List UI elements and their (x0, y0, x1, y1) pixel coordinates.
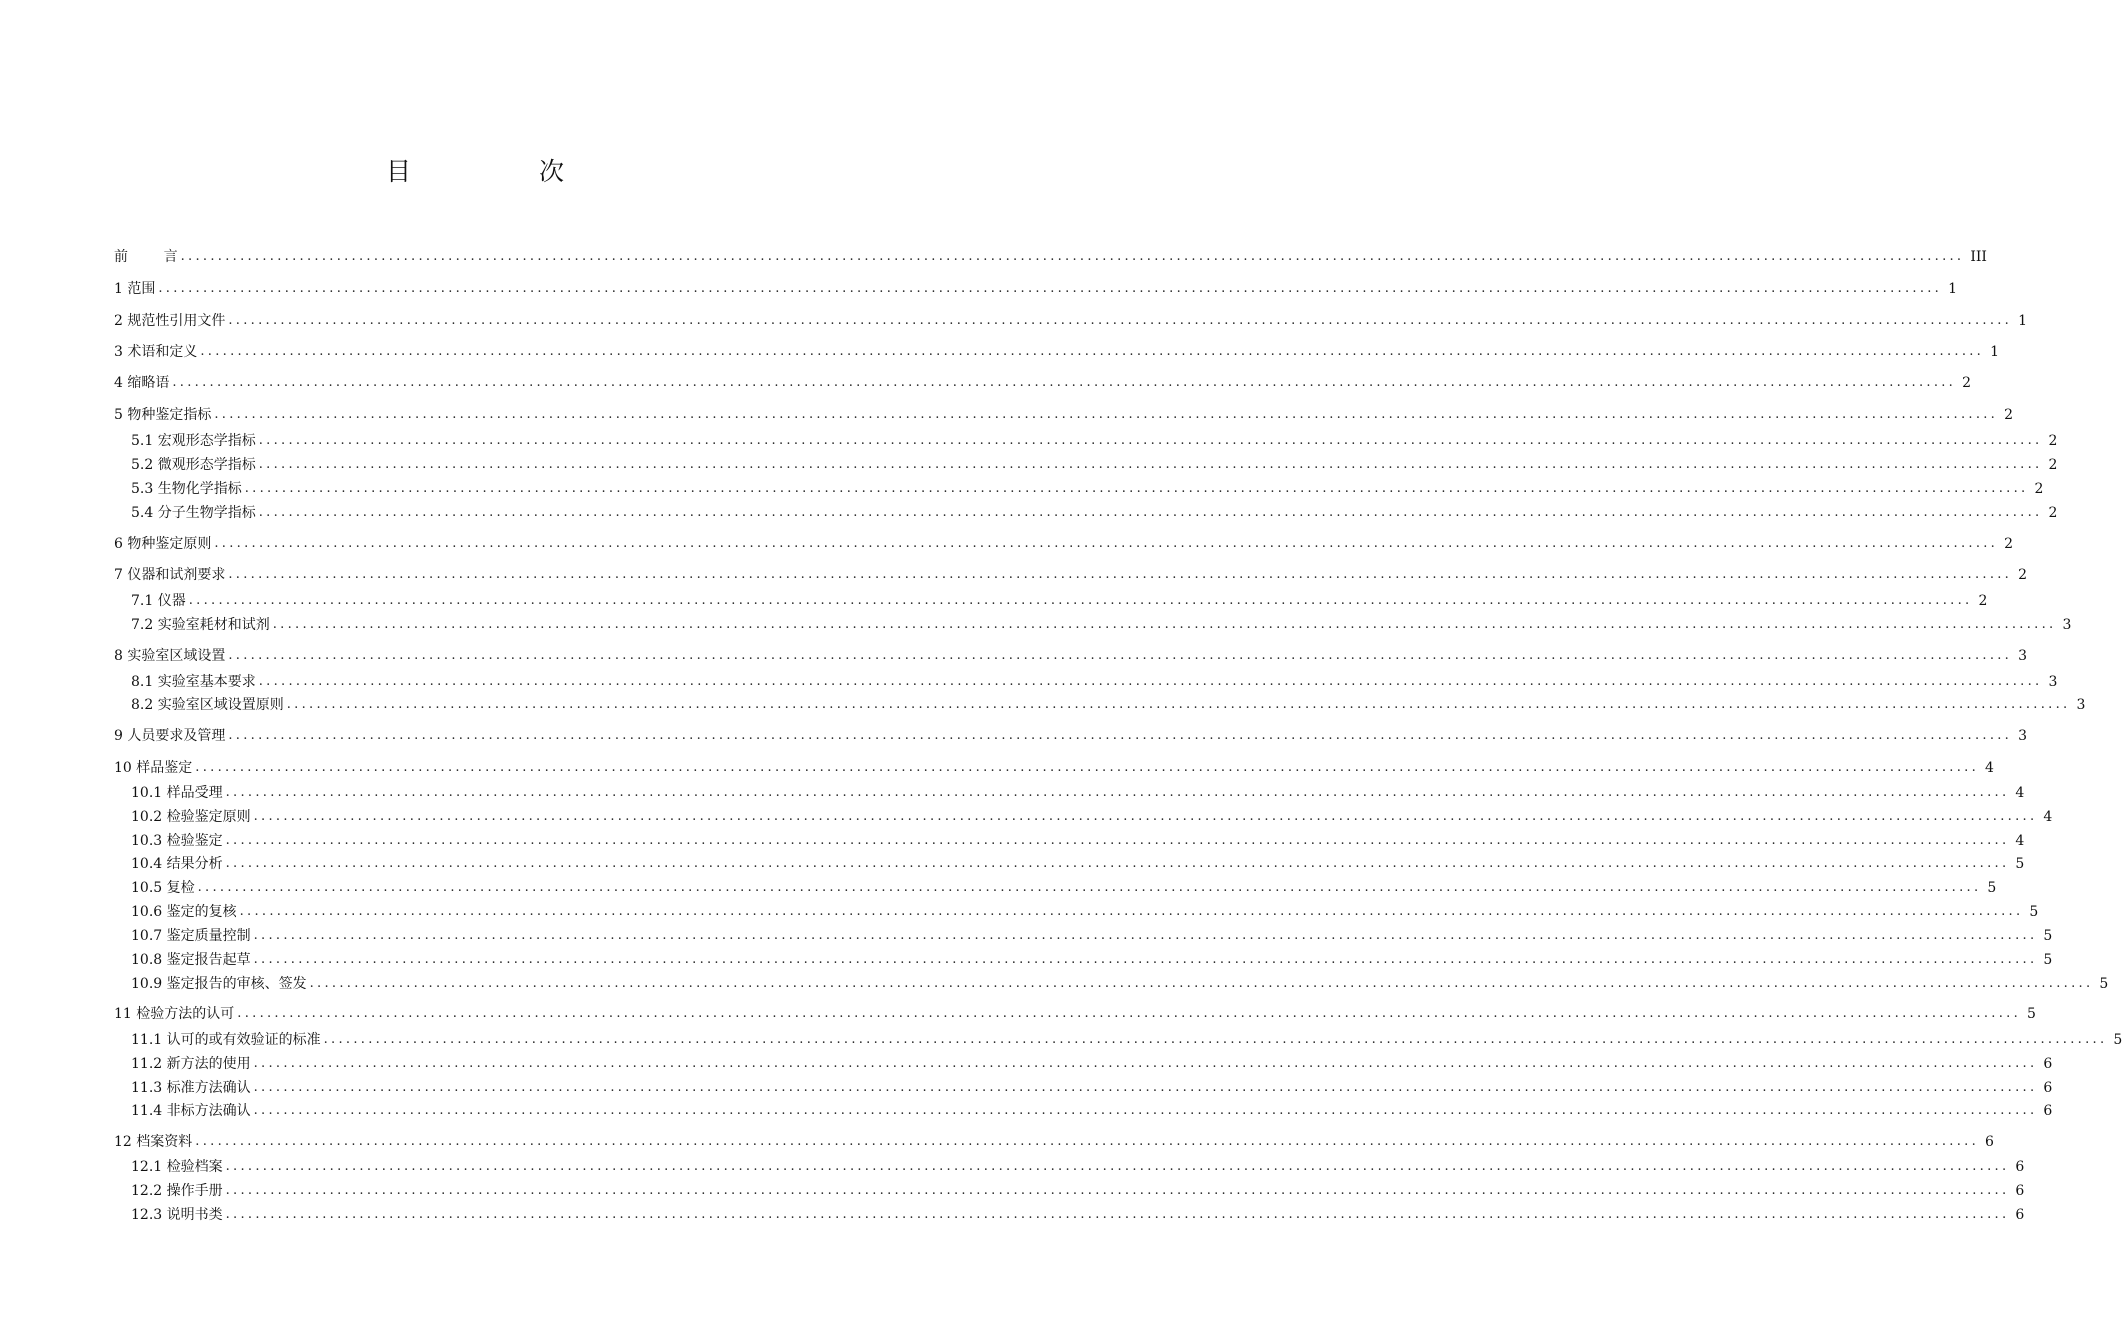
toc-leader-dots: ................................................................................................................................................................................................................................................ (225, 785, 2010, 800)
toc-entry-label: 4 缩略语 (114, 375, 170, 391)
toc-entry-label: 11 检验方法的认可 (114, 1006, 235, 1022)
toc-entry-label: 10.1 样品受理 (131, 785, 223, 801)
toc-entry[interactable] (131, 590, 1988, 612)
toc-entry-page: 2 (2018, 567, 2028, 583)
toc-entry-page: 6 (2043, 1056, 2053, 1072)
toc-leader-dots: ................................................................................................................................................................................................................................................ (214, 407, 1999, 422)
toc-entry[interactable] (131, 877, 1997, 899)
toc-leader-dots: ................................................................................................................................................................................................................................................ (228, 648, 2013, 663)
toc-entry[interactable] (114, 533, 2014, 555)
toc-leader-dots: ................................................................................................................................................................................................................................................ (225, 1183, 2010, 1198)
toc-entry-label: 3 术语和定义 (114, 344, 198, 360)
toc-entry-label: 前 言 (114, 249, 178, 265)
toc-entry-label: 5 物种鉴定指标 (114, 407, 212, 423)
toc-entry-page: 5 (2043, 952, 2053, 968)
toc-entry[interactable] (131, 1077, 2053, 1099)
toc-leader-dots: ................................................................................................................................................................................................................................................ (239, 904, 2024, 919)
toc-entry-page: 2 (2048, 457, 2058, 473)
toc-leader-dots: ................................................................................................................................................................................................................................................ (200, 344, 1985, 359)
toc-entry-page: 2 (2048, 433, 2058, 449)
toc-entry[interactable] (131, 614, 2072, 636)
toc-entry[interactable] (131, 901, 2039, 923)
toc-leader-dots: ................................................................................................................................................................................................................................................ (286, 697, 2071, 712)
toc-entry[interactable] (114, 341, 2000, 363)
toc-leader-dots: ................................................................................................................................................................................................................................................ (195, 760, 1980, 775)
toc-leader-dots: ................................................................................................................................................................................................................................................ (228, 567, 2013, 582)
toc-entry-page: 4 (2015, 785, 2025, 801)
toc-entry-label: 10.5 复检 (131, 880, 195, 896)
toc-leader-dots: ................................................................................................................................................................................................................................................ (323, 1032, 2108, 1047)
toc-entry[interactable] (131, 1156, 2025, 1178)
toc-entry-page: 5 (2099, 976, 2109, 992)
toc-leader-dots: ................................................................................................................................................................................................................................................ (258, 505, 2043, 520)
page-title: 目 次 (386, 157, 624, 186)
toc-entry-page: 4 (2043, 809, 2053, 825)
toc-entry-page: 6 (2043, 1080, 2053, 1096)
toc-entry-page: 2 (2004, 407, 2014, 423)
toc-leader-dots: ................................................................................................................................................................................................................................................ (244, 481, 2029, 496)
toc-entry-page: 3 (2062, 617, 2072, 633)
toc-entry-page: 1 (1948, 281, 1958, 297)
toc-entry-label: 12.2 操作手册 (131, 1183, 223, 1199)
toc-entry-label: 1 范围 (114, 281, 156, 297)
toc-entry-page: 6 (2043, 1103, 2053, 1119)
toc-entry-page: 2 (1962, 375, 1972, 391)
toc-entry[interactable] (131, 502, 2058, 524)
toc-entry-label: 5.4 分子生物学指标 (131, 505, 256, 521)
toc-leader-dots: ................................................................................................................................................................................................................................................ (309, 976, 2094, 991)
toc-entry[interactable] (131, 782, 2025, 804)
toc-entry-label: 10.7 鉴定质量控制 (131, 928, 251, 944)
toc-leader-dots: ................................................................................................................................................................................................................................................ (180, 249, 1965, 264)
toc-entry-page: 3 (2048, 674, 2058, 690)
toc-entry-label: 6 物种鉴定原则 (114, 536, 212, 552)
toc-entry[interactable] (114, 404, 2014, 426)
toc-entry-page: 2 (2004, 536, 2014, 552)
toc-entry-label: 5.1 宏观形态学指标 (131, 433, 256, 449)
toc-entry-page: 5 (2015, 856, 2025, 872)
toc-leader-dots: ................................................................................................................................................................................................................................................ (272, 617, 2057, 632)
toc-leader-dots: ................................................................................................................................................................................................................................................ (253, 928, 2038, 943)
toc-entry-label: 10.4 结果分析 (131, 856, 223, 872)
toc-entry[interactable] (114, 310, 2028, 332)
toc-entry[interactable] (114, 564, 2028, 586)
toc-entry-page: 5 (1987, 880, 1997, 896)
toc-leader-dots: ................................................................................................................................................................................................................................................ (258, 674, 2043, 689)
toc-entry-page: 1 (2018, 313, 2028, 329)
toc-entry[interactable] (131, 925, 2053, 947)
toc-entry-label: 12 档案资料 (114, 1134, 193, 1150)
toc-entry-page: 5 (2029, 904, 2039, 920)
toc-leader-dots: ................................................................................................................................................................................................................................................ (228, 728, 2013, 743)
toc-leader-dots: ................................................................................................................................................................................................................................................ (172, 375, 1957, 390)
toc-entry[interactable] (131, 671, 2058, 693)
toc-entry[interactable] (114, 1131, 1994, 1153)
toc-entry-label: 8.1 实验室基本要求 (131, 674, 256, 690)
toc-entry-page: 4 (1985, 760, 1994, 776)
toc-entry-page: III (1970, 249, 1987, 265)
toc-entry-label: 7 仪器和试剂要求 (114, 567, 226, 583)
toc-entry[interactable] (131, 478, 2044, 500)
toc-entry-label: 11.3 标准方法确认 (131, 1080, 251, 1096)
toc-leader-dots: ................................................................................................................................................................................................................................................ (253, 1080, 2038, 1095)
toc-entry-label: 8.2 实验室区域设置原则 (131, 697, 284, 713)
toc-entry-page: 6 (1985, 1134, 1994, 1150)
toc-leader-dots: ................................................................................................................................................................................................................................................ (197, 880, 1982, 895)
toc-entry-label: 10 样品鉴定 (114, 760, 193, 776)
toc-entry-label: 7.2 实验室耗材和试剂 (131, 617, 270, 633)
toc-leader-dots: ................................................................................................................................................................................................................................................ (228, 313, 2013, 328)
toc-entry-page: 1 (1990, 344, 2000, 360)
toc-entry[interactable] (131, 949, 2053, 971)
toc-leader-dots: ................................................................................................................................................................................................................................................ (214, 536, 1999, 551)
toc-leader-dots: ................................................................................................................................................................................................................................................ (225, 856, 2010, 871)
toc-entry[interactable] (114, 645, 2028, 667)
toc-entry[interactable] (114, 278, 1958, 300)
toc-entry-page: 2 (2034, 481, 2044, 497)
toc-leader-dots: ................................................................................................................................................................................................................................................ (195, 1134, 1980, 1149)
toc-leader-dots: ................................................................................................................................................................................................................................................ (253, 809, 2038, 824)
toc-entry-label: 10.2 检验鉴定原则 (131, 809, 251, 825)
toc-entry-page: 2 (1978, 593, 1988, 609)
toc-entry-page: 3 (2076, 697, 2086, 713)
toc-entry[interactable] (131, 1204, 2025, 1226)
toc-entry-page: 2 (2048, 505, 2058, 521)
toc-entry[interactable] (131, 830, 2025, 852)
toc-entry[interactable] (131, 1180, 2025, 1202)
toc-entry[interactable] (131, 853, 2025, 875)
toc-entry[interactable] (114, 246, 1987, 268)
toc-entry-page: 5 (2027, 1006, 2036, 1022)
toc-entry[interactable] (131, 1053, 2053, 1075)
toc-entry[interactable] (114, 725, 2028, 747)
toc-entry-page: 4 (2015, 833, 2025, 849)
toc-leader-dots: ................................................................................................................................................................................................................................................ (225, 1207, 2010, 1222)
toc-leader-dots: ................................................................................................................................................................................................................................................ (225, 833, 2010, 848)
toc-entry-label: 10.3 检验鉴定 (131, 833, 223, 849)
toc-entry-page: 5 (2113, 1032, 2122, 1048)
toc-leader-dots: ................................................................................................................................................................................................................................................ (225, 1159, 2010, 1174)
toc-entry-page: 3 (2018, 648, 2028, 664)
toc-leader-dots: ................................................................................................................................................................................................................................................ (253, 1103, 2038, 1118)
toc-entry-label: 9 人员要求及管理 (114, 728, 226, 744)
toc-entry[interactable] (131, 454, 2058, 476)
toc-entry-page: 5 (2043, 928, 2053, 944)
toc-entry[interactable] (131, 1100, 2053, 1122)
toc-entry[interactable] (114, 757, 1994, 779)
toc-entry[interactable] (131, 973, 2109, 995)
toc-leader-dots: ................................................................................................................................................................................................................................................ (258, 433, 2043, 448)
toc-entry-page: 6 (2015, 1207, 2025, 1223)
toc-entry-label: 10.6 鉴定的复核 (131, 904, 237, 920)
toc-entry-label: 12.3 说明书类 (131, 1207, 223, 1223)
toc-entry[interactable] (131, 1029, 2122, 1051)
toc-entry[interactable] (131, 806, 2053, 828)
toc-entry[interactable] (131, 430, 2058, 452)
toc-entry-label: 2 规范性引用文件 (114, 313, 226, 329)
toc-entry-label: 12.1 检验档案 (131, 1159, 223, 1175)
toc-entry-label: 8 实验室区域设置 (114, 648, 226, 664)
toc-entry-label: 11.4 非标方法确认 (131, 1103, 251, 1119)
toc-entry-page: 3 (2018, 728, 2028, 744)
toc-entry-label: 5.2 微观形态学指标 (131, 457, 256, 473)
toc-entry-label: 10.8 鉴定报告起草 (131, 952, 251, 968)
toc-leader-dots: ................................................................................................................................................................................................................................................ (253, 952, 2038, 967)
toc-entry-label: 10.9 鉴定报告的审核、签发 (131, 976, 307, 992)
toc-entry-page: 6 (2015, 1159, 2025, 1175)
toc-entry[interactable] (131, 694, 2086, 716)
toc-leader-dots: ................................................................................................................................................................................................................................................ (188, 593, 1973, 608)
toc-entry-label: 11.2 新方法的使用 (131, 1056, 251, 1072)
toc-entry-label: 11.1 认可的或有效验证的标准 (131, 1032, 321, 1048)
toc-leader-dots: ................................................................................................................................................................................................................................................ (253, 1056, 2038, 1071)
toc-entry[interactable] (114, 372, 1972, 394)
toc-leader-dots: ................................................................................................................................................................................................................................................ (158, 281, 1943, 296)
toc-leader-dots: ................................................................................................................................................................................................................................................ (258, 457, 2043, 472)
toc-entry-label: 5.3 生物化学指标 (131, 481, 242, 497)
toc-leader-dots: ................................................................................................................................................................................................................................................ (237, 1006, 2022, 1021)
toc-entry-label: 7.1 仪器 (131, 593, 186, 609)
toc-entry[interactable] (114, 1003, 2036, 1025)
toc-entry-page: 6 (2015, 1183, 2025, 1199)
